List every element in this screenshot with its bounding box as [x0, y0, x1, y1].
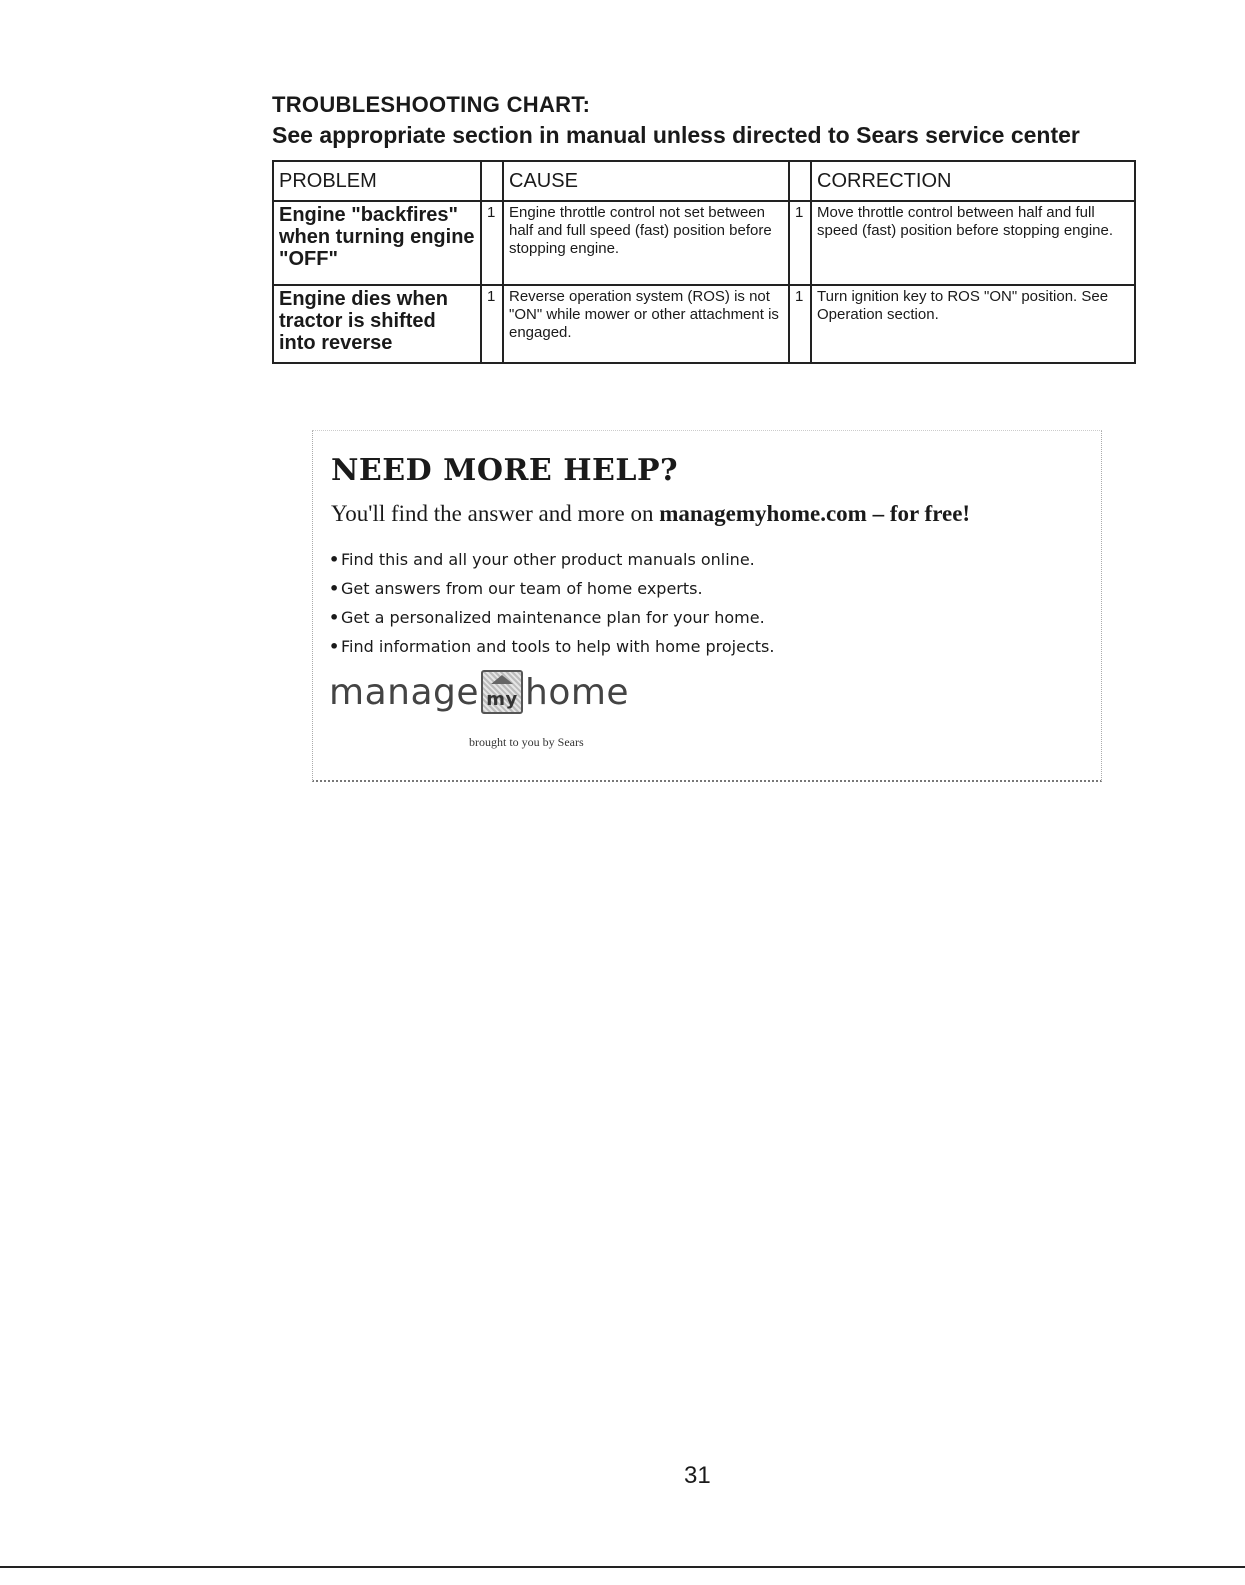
correction-cell: Move throttle control between half and full speed (fast) position before stopping engine. — [811, 201, 1135, 285]
page-number: 31 — [684, 1462, 711, 1489]
logo-text-home: home — [525, 671, 630, 713]
bottom-divider — [0, 1566, 1245, 1568]
list-item — [329, 574, 774, 603]
bullet-icon: • — [329, 579, 340, 598]
bullet-icon: • — [329, 608, 340, 627]
correction-number: 1 — [789, 201, 811, 285]
cause-cell: Engine throttle control not set between half and full speed (fast) position before stopping engine. — [503, 201, 789, 285]
problem-cell: Engine dies when tractor is shifted into reverse — [273, 285, 481, 363]
header-problem: PROBLEM — [273, 161, 481, 201]
troubleshooting-table — [272, 160, 1136, 364]
header-correction-num — [789, 161, 811, 201]
house-icon — [481, 670, 523, 714]
header-cause-num — [481, 161, 503, 201]
brought-by-sears: brought to you by Sears — [469, 735, 584, 749]
problem-cell: Engine "backfires" when turning engine "OFF" — [273, 201, 481, 285]
list-item-text: Find information and tools to help with home projects. — [341, 637, 775, 656]
list-item-text: Get answers from our team of home experts. — [341, 579, 703, 598]
logo-text-my: my — [486, 689, 518, 710]
bullet-icon: • — [329, 550, 340, 569]
website-link[interactable]: managemyhome.com — [659, 501, 867, 526]
header-correction: CORRECTION — [811, 161, 1135, 201]
help-title: NEED MORE HELP? — [331, 453, 679, 488]
correction-cell: Turn ignition key to ROS "ON" position. See Operation section. — [811, 285, 1135, 363]
help-subtitle — [331, 501, 970, 527]
correction-number: 1 — [789, 285, 811, 363]
need-more-help-box — [312, 430, 1102, 782]
list-item — [329, 545, 774, 574]
help-subtitle-end: – for free! — [866, 501, 971, 526]
list-item-text: Find this and all your other product manuals online. — [341, 550, 755, 569]
help-list — [329, 545, 774, 661]
roof-icon — [491, 675, 513, 684]
cause-cell: Reverse operation system (ROS) is not "ON" while mower or other attachment is engaged. — [503, 285, 789, 363]
bullet-icon: • — [329, 637, 340, 656]
cause-number: 1 — [481, 285, 503, 363]
list-item — [329, 603, 774, 632]
help-subtitle-start: You'll find the answer and more on — [331, 501, 660, 526]
managemyhome-logo — [329, 667, 629, 717]
chart-subtitle: See appropriate section in manual unless directed to Sears service center — [272, 122, 1080, 148]
table-header-row — [273, 161, 1135, 201]
header-cause: CAUSE — [503, 161, 789, 201]
cause-number: 1 — [481, 201, 503, 285]
list-item — [329, 632, 774, 661]
table-row — [273, 285, 1135, 363]
table-row — [273, 201, 1135, 285]
logo-text-manage: manage — [329, 671, 480, 713]
chart-title: TROUBLESHOOTING CHART: — [272, 92, 591, 117]
list-item-text: Get a personalized maintenance plan for your home. — [341, 608, 765, 627]
